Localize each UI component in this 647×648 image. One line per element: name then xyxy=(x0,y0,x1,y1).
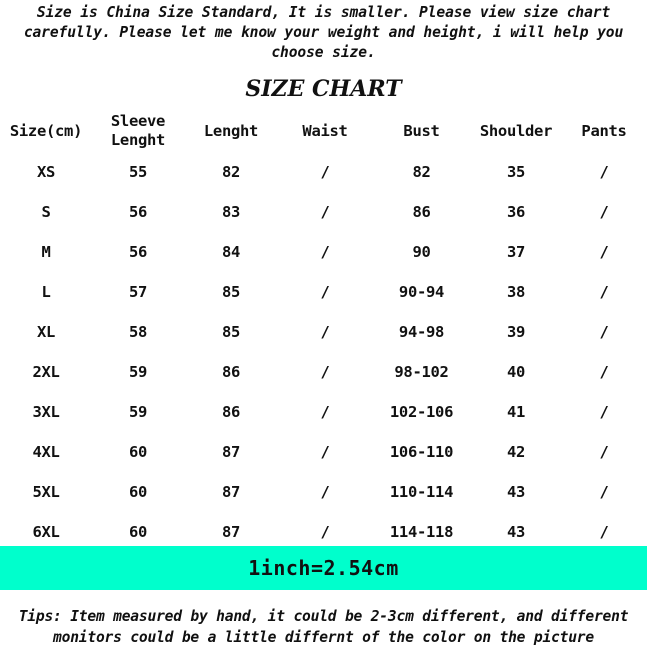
cell-shoulder: 43 xyxy=(506,483,526,501)
table-row xyxy=(0,352,647,392)
cell-bust: 110-114 xyxy=(389,483,454,501)
cell-lenght: 87 xyxy=(221,443,241,461)
cell-bust: 82 xyxy=(412,163,431,181)
cell-size: 5XL xyxy=(32,483,60,501)
cell-size: 6XL xyxy=(32,523,60,541)
cell-shoulder: 39 xyxy=(506,323,526,341)
page-title: SIZE CHART xyxy=(245,76,402,102)
table-header-row xyxy=(0,110,647,152)
table-row xyxy=(0,272,647,312)
cell-waist: / xyxy=(320,443,330,461)
cell-size: 2XL xyxy=(32,363,60,381)
cell-size: S xyxy=(41,203,51,221)
cell-pants: / xyxy=(599,243,609,261)
cell-lenght: 82 xyxy=(221,163,241,181)
unit-conversion-banner xyxy=(0,546,647,590)
column-header-pants: Pants xyxy=(581,121,627,140)
cell-shoulder: 43 xyxy=(506,523,526,541)
table-row xyxy=(0,432,647,472)
cell-sleeve: 57 xyxy=(128,283,148,301)
measurement-tips-note: Tips: Item measured by hand, it could be 2-3cm different, and different monitors could be a little differnt of the color on the picture xyxy=(18,608,629,646)
cell-sleeve: 59 xyxy=(128,403,148,421)
unit-conversion-text: 1inch=2.54cm xyxy=(248,556,399,580)
cell-waist: / xyxy=(320,243,330,261)
cell-sleeve: 55 xyxy=(128,163,148,181)
cell-shoulder: 42 xyxy=(506,443,526,461)
cell-sleeve: 56 xyxy=(128,203,148,221)
table-row xyxy=(0,192,647,232)
cell-pants: / xyxy=(599,163,609,181)
cell-shoulder: 38 xyxy=(506,283,526,301)
cell-waist: / xyxy=(320,483,330,501)
cell-pants: / xyxy=(599,363,609,381)
cell-lenght: 84 xyxy=(221,243,241,261)
cell-waist: / xyxy=(320,163,330,181)
cell-size: 3XL xyxy=(32,403,60,421)
cell-waist: / xyxy=(320,203,330,221)
cell-lenght: 87 xyxy=(221,523,241,541)
cell-pants: / xyxy=(599,283,609,301)
table-row xyxy=(0,152,647,192)
cell-size: XL xyxy=(36,323,56,341)
cell-shoulder: 36 xyxy=(506,203,526,221)
cell-waist: / xyxy=(320,283,330,301)
intro-note: Size is China Size Standard, It is smaller. Please view size chart carefully. Please let me know your weight and height, i will help you choose size. xyxy=(23,4,624,61)
cell-bust: 106-110 xyxy=(389,443,454,461)
cell-sleeve: 60 xyxy=(128,483,148,501)
cell-pants: / xyxy=(599,403,609,421)
column-header-lenght: Lenght xyxy=(203,121,259,140)
cell-lenght: 86 xyxy=(221,363,241,381)
cell-waist: / xyxy=(320,323,330,341)
cell-sleeve: 56 xyxy=(128,243,148,261)
cell-pants: / xyxy=(599,443,609,461)
cell-size: L xyxy=(41,283,51,301)
table-row xyxy=(0,232,647,272)
cell-bust: 114-118 xyxy=(389,523,454,541)
cell-size: M xyxy=(41,243,51,261)
cell-shoulder: 35 xyxy=(506,163,526,181)
cell-pants: / xyxy=(599,483,609,501)
cell-size: 4XL xyxy=(32,443,60,461)
cell-bust: 90-94 xyxy=(398,283,445,301)
cell-bust: 90 xyxy=(412,243,431,261)
cell-waist: / xyxy=(320,403,330,421)
cell-lenght: 87 xyxy=(221,483,241,501)
cell-lenght: 83 xyxy=(221,203,241,221)
table-row xyxy=(0,472,647,512)
cell-shoulder: 40 xyxy=(506,363,526,381)
cell-sleeve: 59 xyxy=(128,363,148,381)
column-header-size: Size(cm) xyxy=(9,121,83,140)
cell-sleeve: 60 xyxy=(128,523,148,541)
column-header-waist: Waist xyxy=(302,121,348,140)
cell-bust: 86 xyxy=(412,203,431,221)
cell-bust: 102-106 xyxy=(389,403,454,421)
cell-size: XS xyxy=(36,163,56,181)
cell-waist: / xyxy=(320,523,330,541)
cell-bust: 98-102 xyxy=(394,363,449,381)
table-row xyxy=(0,392,647,432)
cell-waist: / xyxy=(320,363,330,381)
column-header-sleeve-lenght: Sleeve Lenght xyxy=(110,112,166,149)
cell-lenght: 85 xyxy=(221,323,241,341)
cell-pants: / xyxy=(599,203,609,221)
cell-pants: / xyxy=(599,523,609,541)
cell-shoulder: 37 xyxy=(506,243,526,261)
cell-lenght: 85 xyxy=(221,283,241,301)
cell-sleeve: 60 xyxy=(128,443,148,461)
column-header-bust: Bust xyxy=(403,121,440,140)
cell-bust: 94-98 xyxy=(398,323,445,341)
column-header-shoulder: Shoulder xyxy=(479,121,553,140)
cell-sleeve: 58 xyxy=(128,323,148,341)
size-chart-table xyxy=(0,110,647,552)
table-row xyxy=(0,312,647,352)
cell-shoulder: 41 xyxy=(506,403,526,421)
cell-pants: / xyxy=(599,323,609,341)
cell-lenght: 86 xyxy=(221,403,241,421)
